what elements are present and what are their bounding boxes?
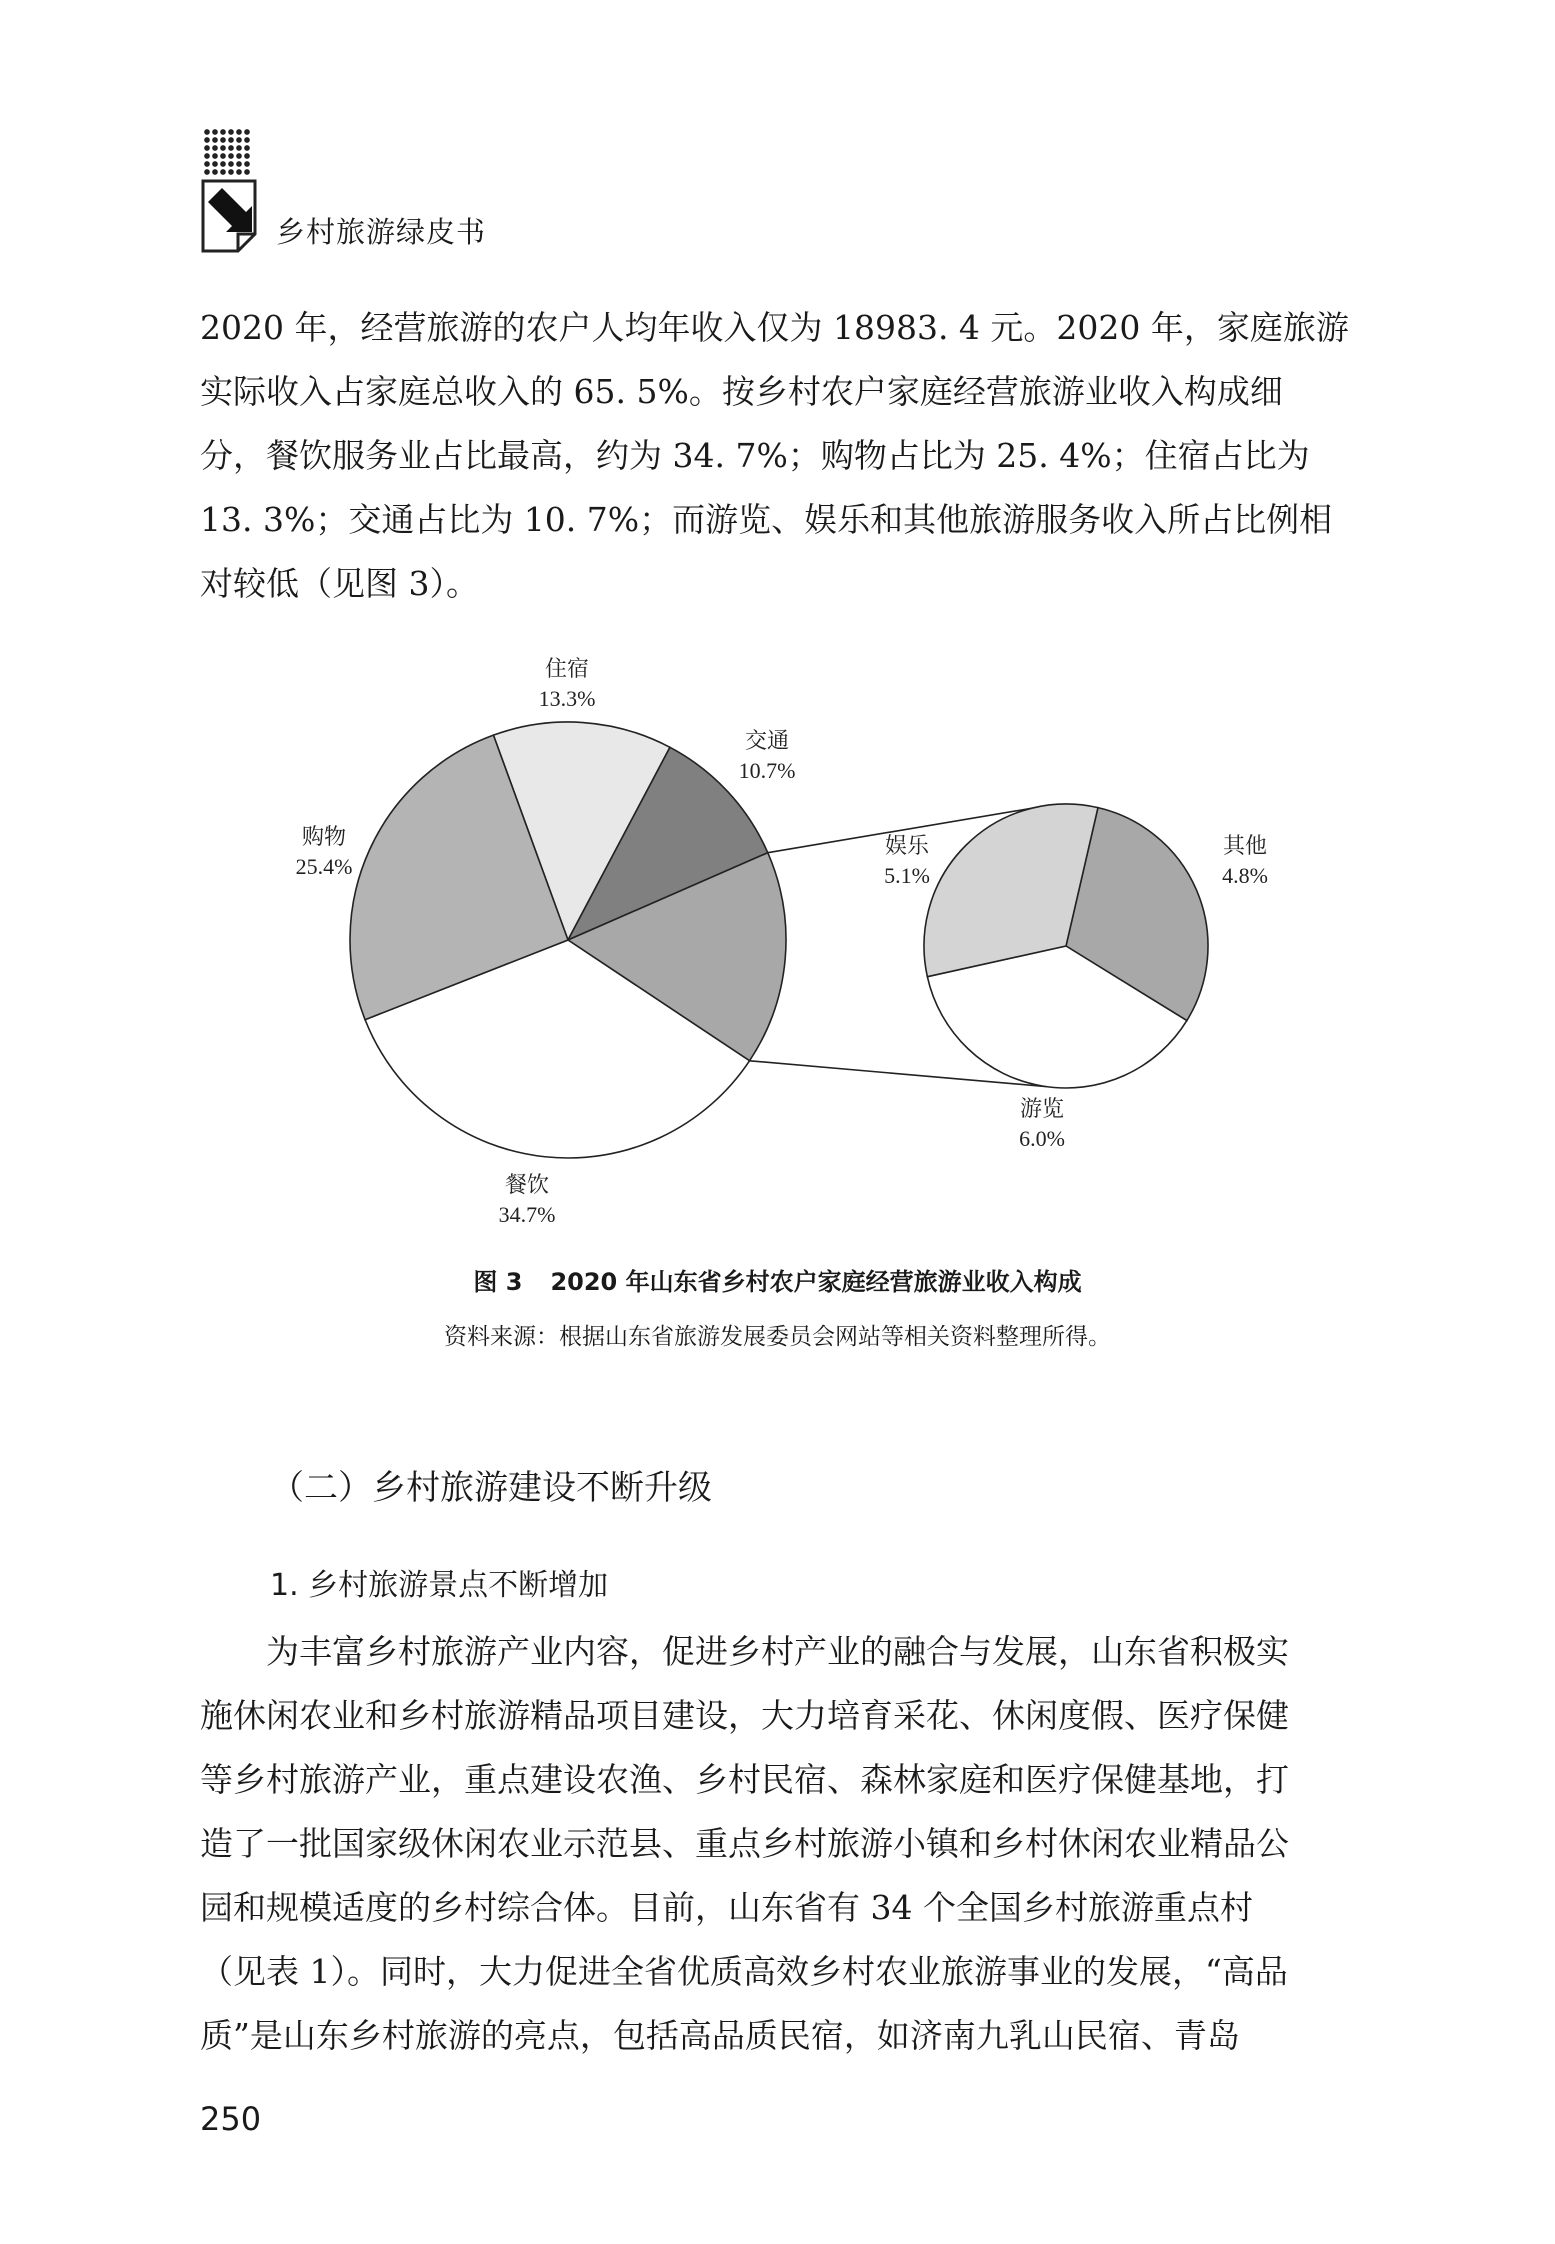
label-zhusu-value: 13.3% — [538, 686, 596, 711]
text-line: 质”是山东乡村旅游的亮点，包括高品质民宿，如济南九乳山民宿、青岛 — [200, 2016, 1240, 2055]
text-line: 对较低（见图 3）。 — [200, 564, 479, 603]
label-jiaotong-name: 交通 — [744, 728, 790, 753]
text-line: 施休闲农业和乡村旅游精品项目建设，大力培育采花、休闲度假、医疗保健 — [200, 1696, 1289, 1735]
text-line: （见表 1）。同时，大力促进全省优质高效乡村农业旅游事业的发展，“高品 — [200, 1952, 1288, 1991]
page-number: 250 — [200, 2100, 262, 2138]
label-canyin-name: 餐饮 — [504, 1172, 550, 1197]
subsection-heading: 1. 乡村旅游景点不断增加 — [270, 1568, 609, 1603]
label-canyin-value: 34.7% — [498, 1202, 556, 1227]
label-youlan-value: 6.0% — [1019, 1126, 1065, 1151]
figure-source: 资料来源：根据山东省旅游发展委员会网站等相关资料整理所得。 — [444, 1324, 1111, 1350]
text-line: 园和规模适度的乡村综合体。目前，山东省有 34 个全国乡村旅游重点村 — [200, 1888, 1253, 1927]
text-line: 分，餐饮服务业占比最高，约为 34. 7%；购物占比为 25. 4%；住宿占比为 — [200, 436, 1310, 475]
label-jiaotong-value: 10.7% — [738, 758, 796, 783]
text-line: 13. 3%；交通占比为 10. 7%；而游览、娱乐和其他旅游服务收入所占比例相 — [200, 500, 1333, 539]
book-corner-icon — [200, 178, 258, 254]
label-yule-value: 5.1% — [884, 863, 930, 888]
label-yule-name: 娱乐 — [884, 833, 930, 858]
pie-chart-svg — [295, 640, 1280, 1240]
figure-caption — [0, 1262, 1555, 1297]
label-gouwu-name: 购物 — [301, 824, 347, 849]
figure-number: 图 3 — [473, 1268, 523, 1296]
book-title: 乡村旅游绿皮书 — [276, 215, 487, 249]
label-qita-name: 其他 — [1222, 833, 1268, 858]
paragraph-intro — [200, 296, 1355, 616]
label-youlan-name: 游览 — [1019, 1096, 1065, 1121]
text-line: 造了一批国家级休闲农业示范县、重点乡村旅游小镇和乡村休闲农业精品公 — [200, 1824, 1289, 1863]
paragraph-body — [200, 1620, 1355, 2068]
text-line: 为丰富乡村旅游产业内容，促进乡村产业的融合与发展，山东省积极实 — [200, 1632, 1289, 1671]
label-qita-value: 4.8% — [1222, 863, 1268, 888]
section-heading: （二）乡村旅游建设不断升级 — [270, 1468, 712, 1508]
figure-title: 2020 年山东省乡村农户家庭经营旅游业收入构成 — [550, 1268, 1082, 1296]
detail-pie — [924, 804, 1208, 1088]
text-line: 等乡村旅游产业，重点建设农渔、乡村民宿、森林家庭和医疗保健基地，打 — [200, 1760, 1289, 1799]
text-line: 2020 年，经营旅游的农户人均年收入仅为 18983. 4 元。2020 年，家庭旅游 — [200, 308, 1349, 347]
label-gouwu-value: 25.4% — [295, 854, 353, 879]
main-pie — [350, 722, 786, 1158]
header-dot-pattern — [203, 128, 251, 176]
label-zhusu-name: 住宿 — [544, 656, 590, 681]
pie-chart-figure — [295, 640, 1280, 1240]
text-line: 实际收入占家庭总收入的 65. 5%。按乡村农户家庭经营旅游业收入构成细 — [200, 372, 1283, 411]
